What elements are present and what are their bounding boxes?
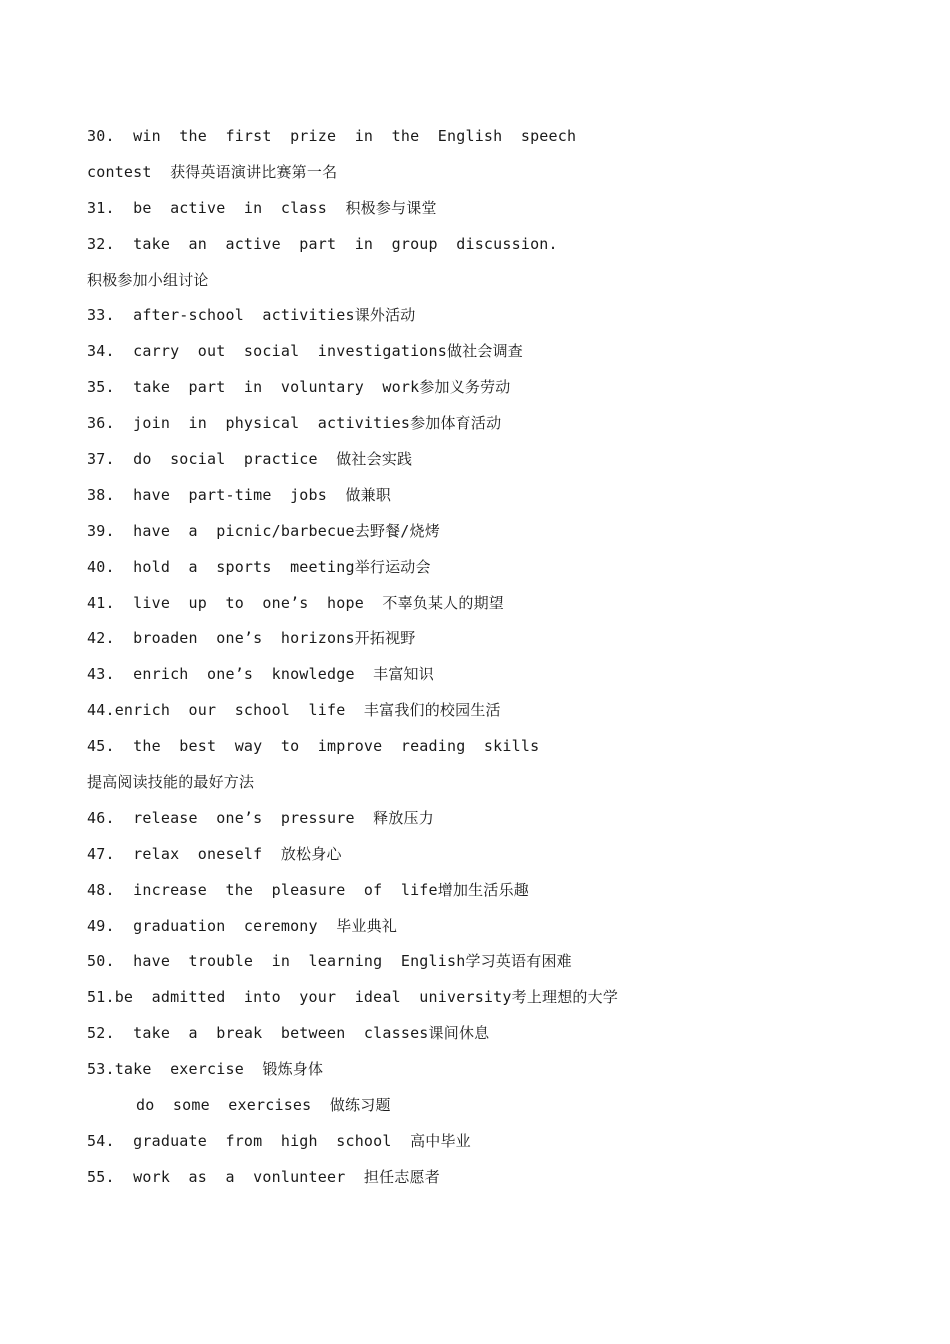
phrase-line: 34. carry out social investigations做社会调查 [87,342,524,361]
document-page [87,119,887,1196]
phrase-line: 49. graduation ceremony 毕业典礼 [87,916,398,935]
phrase-line: 46. release one’s pressure 释放压力 [87,808,434,827]
phrase-line: contest 获得英语演讲比赛第一名 [87,162,338,181]
phrase-line: 33. after-school activities课外活动 [87,306,416,325]
phrase-line: 39. have a picnic/barbecue去野餐/烧烤 [87,521,440,540]
phrase-line: 32. take an active part in group discussion. [87,234,558,253]
phrase-line: do some exercises 做练习题 [136,1096,391,1115]
phrase-line: 48. increase the pleasure of life增加生活乐趣 [87,880,529,899]
phrase-line: 50. have trouble in learning English学习英语有困难 [87,952,572,971]
phrase-line: 44.enrich our school life 丰富我们的校园生活 [87,701,501,720]
phrase-line: 55. work as a vonlunteer 担任志愿者 [87,1167,440,1186]
phrase-line: 35. take part in voluntary work参加义务劳动 [87,378,511,397]
phrase-line: 提高阅读技能的最好方法 [87,773,255,792]
phrase-line: 45. the best way to improve reading skills [87,737,540,756]
phrase-line: 31. be active in class 积极参与课堂 [87,198,437,217]
phrase-line: 53.take exercise 锻炼身体 [87,1060,324,1079]
phrase-line: 30. win the first prize in the English speech [87,127,577,145]
phrase-line: 47. relax oneself 放松身心 [87,844,342,863]
phrase-line: 积极参加小组讨论 [87,270,209,289]
phrase-line: 37. do social practice 做社会实践 [87,450,413,469]
phrase-line: 41. live up to one’s hope 不辜负某人的期望 [87,593,504,612]
phrase-line: 52. take a break between classes课间休息 [87,1024,490,1043]
phrase-line: 42. broaden one’s horizons开拓视野 [87,629,416,648]
phrase-line: 38. have part-time jobs 做兼职 [87,485,392,504]
phrase-line: 40. hold a sports meeting举行运动会 [87,557,431,576]
phrase-line: 54. graduate from high school 高中毕业 [87,1131,471,1150]
phrase-line: 43. enrich one’s knowledge 丰富知识 [87,665,434,684]
phrase-line: 51.be admitted into your ideal university考上理想的大学 [87,988,619,1007]
phrase-line: 36. join in physical activities参加体育活动 [87,414,502,433]
